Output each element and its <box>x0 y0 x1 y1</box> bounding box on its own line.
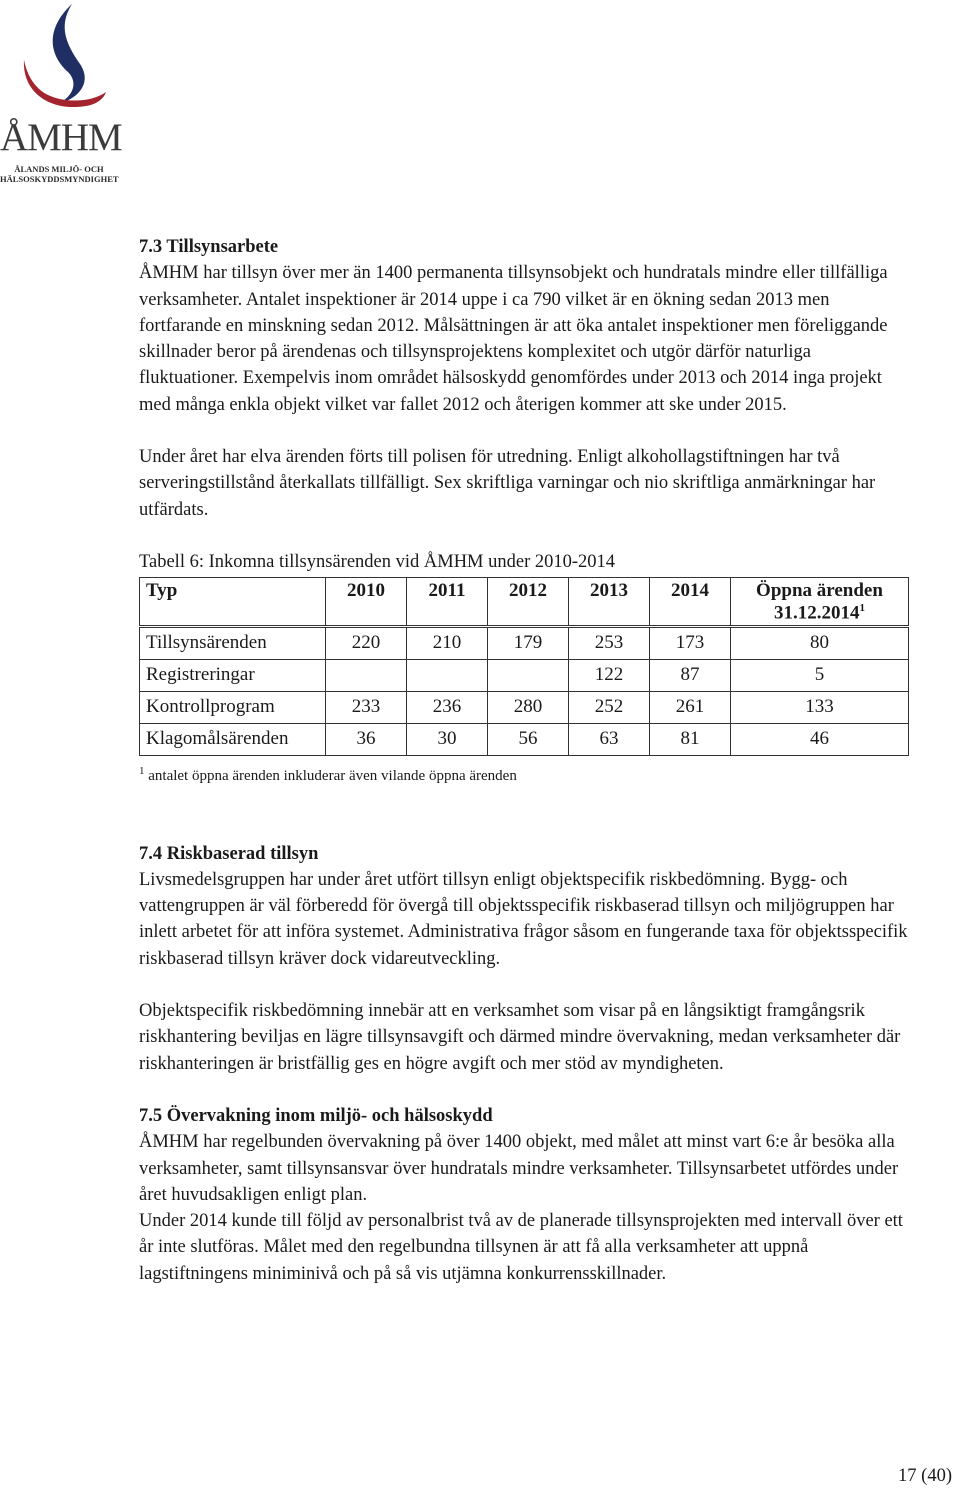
table-cell: 280 <box>488 691 569 723</box>
header-footnote-mark: 1 <box>859 602 865 615</box>
table-row <box>140 723 909 755</box>
logo-wordmark: ÅMHM <box>0 116 122 159</box>
table-cell: 46 <box>731 723 909 755</box>
header-2014: 2014 <box>650 578 731 626</box>
table-cell: 236 <box>407 691 488 723</box>
section-7-4-heading: 7.4 Riskbaserad tillsyn <box>139 843 319 864</box>
header-typ: Typ <box>140 578 326 626</box>
table-cell: 233 <box>326 691 407 723</box>
section-7-3-paragraph-2: Under året har elva ärenden förts till polisen för utredning. Enligt alkohollagstiftningen har två serveringstillstånd återkallats tillfälligt. Sex skriftliga varningar och nio skriftliga anmärkningar har utfärdats. <box>139 447 876 520</box>
table-cell <box>488 659 569 691</box>
document-body <box>139 234 909 1287</box>
header-2010: 2010 <box>326 578 407 626</box>
header-open-cases <box>731 578 909 626</box>
logo-subtitle-2: HÄLSOSKYDDSMYNDIGHET <box>0 174 119 184</box>
table-cell: 133 <box>731 691 909 723</box>
inspection-cases-table <box>139 577 909 755</box>
row-label: Kontrollprogram <box>140 691 326 723</box>
table-cell: 56 <box>488 723 569 755</box>
section-7-3-paragraph-1: ÅMHM har tillsyn över mer än 1400 permanenta tillsynsobjekt och hundratals mindre eller tillfälliga verksamheter. Antalet inspektioner är 2014 uppe i ca 790 vilket är en ökning sedan 2013 men fortfarande en minskning sedan 2012. Målsättningen är att öka antalet inspektioner men föreliggande skillnader beror på ärendenas och tillsynsprojektens komplexitet och utgör därför naturliga fluktuationer. Exempelvis inom området hälsoskydd genomfördes under 2013 och 2014 inga projekt med många enkla objekt vilket var fallet 2012 och återigen kommer att ske under 2015. <box>139 263 888 415</box>
section-7-4-paragraph-1: Livsmedelsgruppen har under året utfört tillsyn enligt objektspecifik riskbedömning. Bygg- och vattengruppen är väl förberedd för övergå till objektsspecifik riskbaserad tillsyn och miljögruppen har inlett arbetet för att införa systemet. Administrativa frågor såsom en fungerande taxa för objektsspecifik riskbaserad tillsyn kräver dock vidareutveckling. <box>139 869 908 969</box>
table-cell <box>407 659 488 691</box>
table-cell: 253 <box>569 626 650 659</box>
table-row <box>140 659 909 691</box>
table-cell: 30 <box>407 723 488 755</box>
agency-logo <box>0 0 120 195</box>
table-cell: 63 <box>569 723 650 755</box>
row-label: Klagomålsärenden <box>140 723 326 755</box>
header-2013: 2013 <box>569 578 650 626</box>
row-label: Tillsynsärenden <box>140 626 326 659</box>
section-7-5-paragraph-2: Under 2014 kunde till följd av personalbrist två av de planerade tillsynsprojekten med intervall över ett år inte slutföras. Målet med den regelbundna tillsynen är att få alla verksamheter att uppnå lagstiftningens miniminivå och på så vis utjämna konkurrensskillnader. <box>139 1211 903 1284</box>
section-7-5-heading: 7.5 Övervakning inom miljö- och hälsoskydd <box>139 1105 493 1126</box>
table-cell: 122 <box>569 659 650 691</box>
table-cell: 80 <box>731 626 909 659</box>
flame-swoosh-icon <box>14 0 106 118</box>
section-7-4-paragraph-2: Objektspecifik riskbedömning innebär att en verksamhet som visar på en långsiktigt framgångsrik riskhantering beviljas en lägre tillsynsavgift och därmed mindre övervakning, medan verksamheter där riskhanteringen är bristfällig ges en högre avgift och mer stöd av myndigheten. <box>139 1001 901 1074</box>
footnote-text: antalet öppna ärenden inkluderar även vilande öppna ärenden <box>144 767 517 784</box>
section-7-5-paragraph-1: ÅMHM har regelbunden övervakning på över 1400 objekt, med målet att minst vart 6:e år besöka alla verksamheter, samt tillsynsansvar över hundratals mindre verksamheter. Tillsynsarbetet utfördes under året huvudsakligen enligt plan. <box>139 1132 899 1205</box>
table-footnote <box>139 760 909 787</box>
table-cell: 220 <box>326 626 407 659</box>
table-cell <box>326 659 407 691</box>
row-label: Registreringar <box>140 659 326 691</box>
table-row <box>140 626 909 659</box>
table-header-row <box>140 578 909 626</box>
logo-subtitle-1: ÅLANDS MILJÖ- OCH <box>14 164 104 174</box>
footnote-mark: 1 <box>139 764 145 777</box>
table-cell: 252 <box>569 691 650 723</box>
table-cell: 210 <box>407 626 488 659</box>
header-open-cases-label: Öppna ärenden 31.12.2014 <box>756 580 883 624</box>
table-caption: Tabell 6: Inkomna tillsynsärenden vid ÅMHM under 2010-2014 <box>139 551 616 572</box>
table-cell: 179 <box>488 626 569 659</box>
header-2011: 2011 <box>407 578 488 626</box>
table-row <box>140 691 909 723</box>
table-cell: 87 <box>650 659 731 691</box>
header-2012: 2012 <box>488 578 569 626</box>
table-cell: 81 <box>650 723 731 755</box>
table-cell: 261 <box>650 691 731 723</box>
table-cell: 36 <box>326 723 407 755</box>
page-number: 17 (40) <box>898 1466 952 1486</box>
table-cell: 173 <box>650 626 731 659</box>
section-7-3-heading: 7.3 Tillsynsarbete <box>139 237 279 257</box>
table-cell: 5 <box>731 659 909 691</box>
